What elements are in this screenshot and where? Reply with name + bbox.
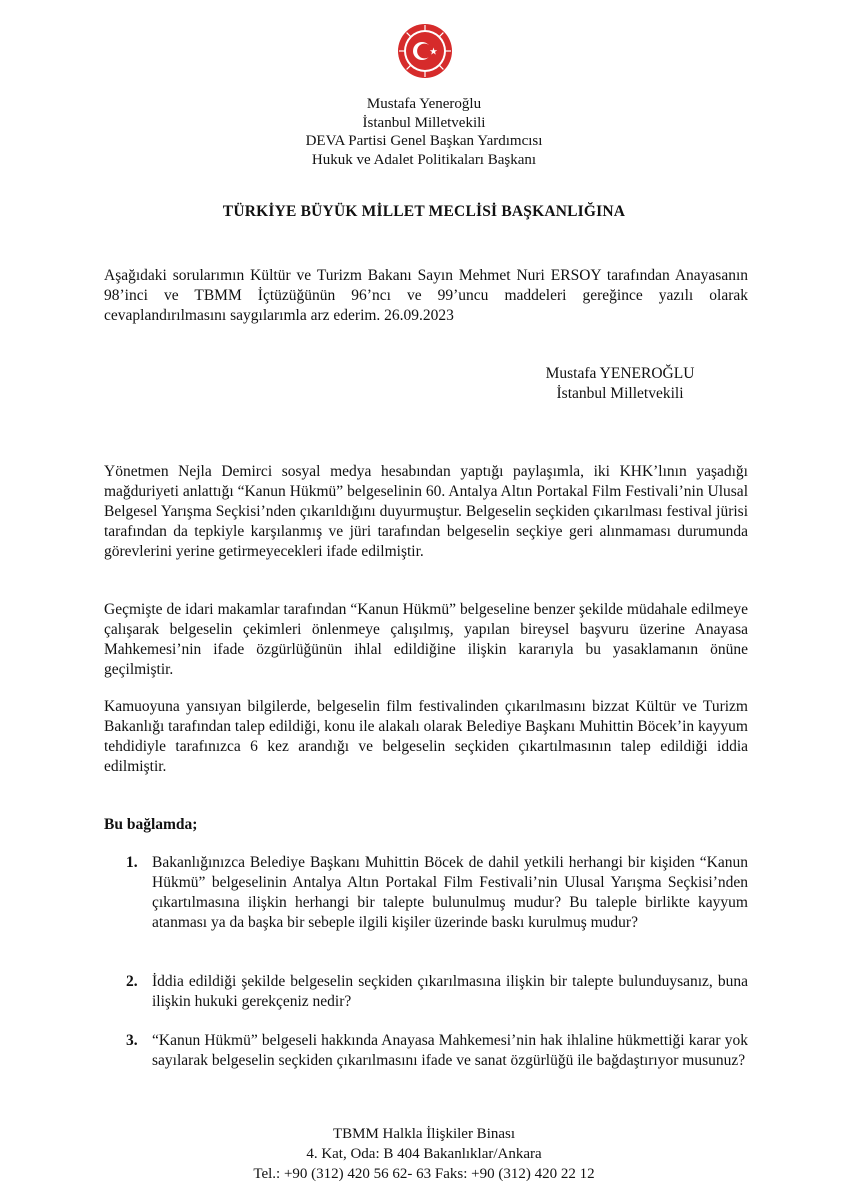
context-heading: Bu bağlamda; [104,816,198,833]
question-text: İddia edildiği şekilde belgeselin seçkiden çıkarılmasına ilişkin bir talepte bulunduysanız, buna ilişkin hukuki gerekçeniz nedir? [152,973,748,1010]
body-paragraph-2 [104,600,748,680]
tbmm-seal-icon [397,23,453,79]
footer-address: 4. Kat, Oda: B 404 Bakanlıklar/Ankara [306,1146,542,1162]
body-paragraph-text: Kamuoyuna yansıyan bilgilerde, belgeselin film festivalinden çıkarılmasını bizzat Kültür ve Turizm Bakanlığı tarafından talep edildiği, konu ile alakalı olarak Belediye Başkanı Muhittin Böcek’in kayyum tehdidiyle tarafınızca 6 kez arandığı ve belgeselin seçkiden çıkartılmasının talep edildiği iddia edilmiştir. [104,698,748,775]
sender-constituency: İstanbul Milletvekili [362,114,486,131]
intro-text: Aşağıdaki sorularımın Kültür ve Turizm Bakanı Sayın Mehmet Nuri ERSOY tarafından Anayasanın 98’inci ve TBMM İçtüzüğünün 96’ncı ve 99’uncu maddeleri gereğince yazılı olarak cevaplandırılmasını saygılarımla arz ederim. 26.09.2023 [104,267,748,324]
question-item-2 [104,972,748,1012]
question-number: 3. [126,1032,138,1049]
sender-party-role: DEVA Partisi Genel Başkan Yardımcısı [305,133,543,149]
question-number: 2. [126,973,138,990]
body-paragraph-text: Yönetmen Nejla Demirci sosyal medya hesabından yaptığı paylaşımla, iki KHK’lının yaşadığı mağduriyeti anlattığı “Kanun Hükmü” belgeselinin 60. Antalya Altın Portakal Film Festivali’nin Ulusal Belgesel Yarışma Seçkisi’nden çıkarıldığını duyurmuştur. Belgeselin seçkiden çıkarılması festival jürisi tarafından da tepkiyle karşılanmış ve jüri tarafından belgeselin seçkiye geri alınmaması durumunda görevlerini yerine getirmeyecekleri ifade edilmiştir. [104,463,748,560]
footer-contact: Tel.: +90 (312) 420 56 62- 63 Faks: +90 (312) 420 22 12 [253,1166,595,1182]
intro-paragraph [104,266,748,326]
body-paragraph-1 [104,462,748,562]
address-footer [0,1124,848,1184]
footer-building: TBMM Halkla İlişkiler Binası [332,1126,516,1142]
addressee-title: TÜRKİYE BÜYÜK MİLLET MECLİSİ BAŞKANLIĞINA [222,203,626,220]
question-number: 1. [126,854,138,871]
question-item-1 [104,853,748,933]
question-text: “Kanun Hükmü” belgeseli hakkında Anayasa Mahkemesi’nin hak ihlaline hükmettiği karar yok sayılarak belgeselin seçkiden çıkarılmasını ifade ve sanat özgürlüğü ile bağdaştırıyor musunuz? [152,1032,748,1069]
sender-name: Mustafa Yeneroğlu [366,96,482,112]
signature-name: Mustafa YENEROĞLU [545,365,695,382]
question-text: Bakanlığınızca Belediye Başkanı Muhittin Böcek de dahil yetkili herhangi bir kişiden “Kanun Hükmü” belgeselinin Antalya Altın Portakal Film Festivali’nin Ulusal Yarışma Seçkisi’nden çıkartılmasına ilişkin herhangi bir talepte bulunulmuş mudur? Bu taleple birlikte kayyum atanması ya da başka bir sebeple ilgili kişiler üzerinde baskı kurulmuş mudur? [152,854,748,931]
sender-policy-role: Hukuk ve Adalet Politikaları Başkanı [311,151,537,168]
signature-block [520,364,720,404]
sender-header [0,95,848,169]
body-paragraph-3 [104,697,748,777]
body-paragraph-text: Geçmişte de idari makamlar tarafından “Kanun Hükmü” belgeseline benzer şekilde müdahale edilmeye çalışarak belgeselin çekimleri önlenmeye çalışılmış, yapılan bireysel başvuru üzerine Anayasa Mahkemesi’nin ifade özgürlüğünün ihlal edildiğine ilişkin kararıyla bu yasaklamanın önüne geçilmiştir. [104,601,748,678]
signature-title: İstanbul Milletvekili [556,385,684,402]
question-item-3 [104,1031,748,1071]
